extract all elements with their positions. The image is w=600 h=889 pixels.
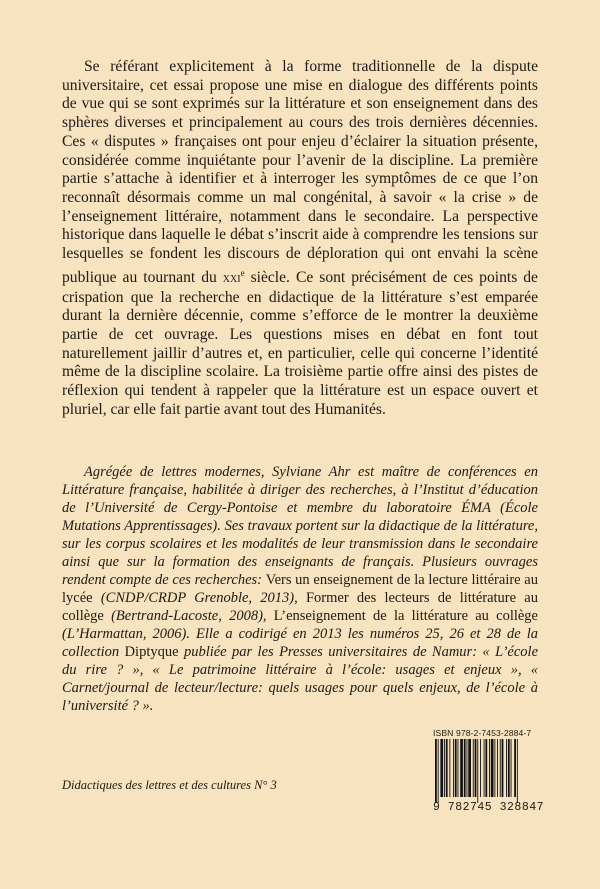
summary-text-2: siècle. Ce sont précisément de ces points de crispation que la recherche en didactique de la littérature s’est emparée durant la dernière décennie, comme s’efforce de le montrer la deuxième partie de cet ouvrage. Les questions mises en débat en font tout naturellement jaillir d’autres et, en particulier, celle qui concerne l’identité même de la discipline scolaire. La troisième partie offre ainsi des pistes de réflexion qui tendent à rappeler que la littérature est un espace ouvert et pluriel, car elle fait partie avant tout des Humanités. xyxy=(62,268,538,418)
book-title-3: L’enseignement de la littérature au collège xyxy=(273,608,538,624)
bio-text-3: (Bertrand-Lacoste, 2008), xyxy=(103,608,274,624)
century-superscript: e xyxy=(240,267,245,278)
collection-name: Diptyque xyxy=(124,644,179,660)
book-title-2: Former des lecteurs de littérature au collège xyxy=(62,590,538,624)
bio-text-4: (L’Harmattan, 2006). Elle a codirigé en 2013 les numéros 25, 26 et 28 de la collection xyxy=(62,626,538,660)
book-title-1: Vers un enseignement de la lecture littéraire au lycée xyxy=(62,572,538,606)
summary-text-1: Se référant explicitement à la forme traditionnelle de la dispute universitaire, cet essai propose une mise en dialogue des différents points de vue qui se sont exprimés sur la littérature et son enseignement dans des sphères diverses et principalement au cours des trois dernières décennies. Ces « disputes » françaises ont pour enjeu d’éclairer la situation présente, considérée comme inquiétante pour l’avenir de la discipline. La première partie s’attache à identifier et à interroger les symptômes de ce que l’on reconnaît désormais comme un mal congénital, à savoir « la crise » de l’enseignement littéraire, notamment dans le secondaire. La perspective historique dans laquelle le débat s’inscrit aide à comprendre les tensions sur lesquelles se fondent les discours de déploration qui ont envahi la scène publique au tournant du xyxy=(62,58,538,286)
isbn-barcode-block xyxy=(433,728,545,814)
bio-text-2: (CNDP/CRDP Grenoble, 2013), xyxy=(92,590,306,606)
bio-text-1: Agrégée de lettres modernes, Sylviane Ahr est maître de conférences en Littérature française, habilitée à diriger des recherches, à l’Institut d’éducation de l’Université de Cergy-Pontoise et membre du laboratoire ÉMA (École Mutations Apprentissages). Ses travaux portent sur la didactique de la littérature, sur les corpus scolaires et les modalités de leur transmission dans le secondaire ainsi que sur la formation des enseignants de français. Plusieurs ouvrages rendent compte de ces recherches: xyxy=(62,464,538,588)
author-biography xyxy=(62,463,538,715)
barcode-icon xyxy=(433,739,541,803)
century-numeral: xxi xyxy=(222,270,241,286)
barcode-digits: 9 782745 328847 xyxy=(433,801,545,814)
isbn-label: ISBN 978-2-7453-2884-7 xyxy=(433,728,532,738)
bio-text-5: publiée par les Presses universitaires de Namur: « L’école du rire ? », « Le patrimoine littéraire à l’école: usages et enjeux », « Carnet/journal de lecteur/lecture: quels usages pour quels enjeux, de l’école à l’université ? ». xyxy=(62,644,539,714)
series-title: Didactiques des lettres et des cultures N° 3 xyxy=(62,778,277,792)
book-summary xyxy=(62,58,538,420)
